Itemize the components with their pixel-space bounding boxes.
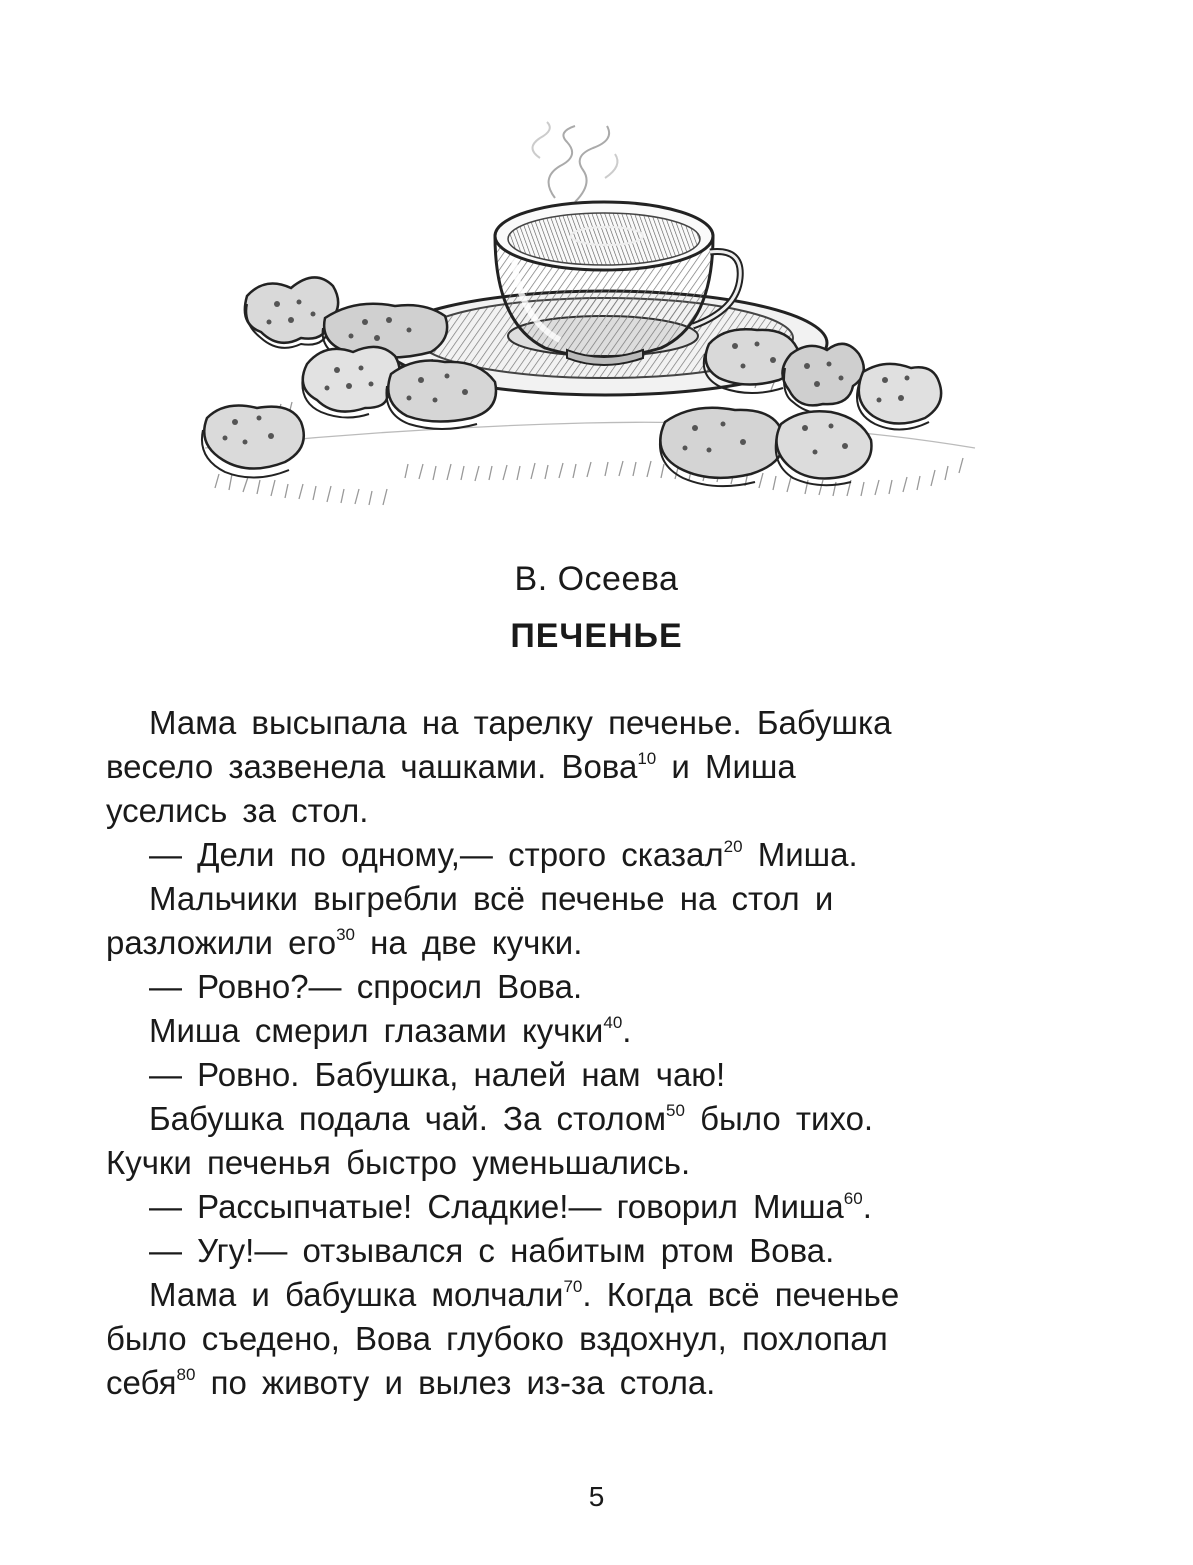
text-segment: на две кучки. xyxy=(355,924,583,961)
story-text xyxy=(106,701,1026,1405)
text-segment: уселись за стол. xyxy=(106,792,369,829)
text-line xyxy=(106,1009,1026,1053)
text-line xyxy=(106,701,1026,745)
text-segment: весело зазвенела чашками. Вова xyxy=(106,748,638,785)
word-count-marker: 70 xyxy=(563,1277,583,1296)
word-count-marker: 80 xyxy=(176,1365,196,1384)
text-line xyxy=(106,1229,1026,1273)
text-line xyxy=(106,1141,1026,1185)
text-line xyxy=(106,877,1026,921)
text-segment: Миша смерил глазами кучки xyxy=(149,1012,604,1049)
text-line xyxy=(106,745,1026,789)
text-segment: Кучки печенья быстро уменьшались. xyxy=(106,1144,691,1181)
text-segment: и Миша xyxy=(656,748,796,785)
word-count-marker: 60 xyxy=(843,1189,863,1208)
tea-and-cookies-illustration xyxy=(195,118,985,528)
text-segment: было тихо. xyxy=(684,1100,874,1137)
text-segment: — Дели по одному,— строго сказал xyxy=(149,836,724,873)
text-segment: . xyxy=(862,1188,872,1225)
text-segment: — Угу!— отзывался с набитым ртом Вова. xyxy=(149,1232,835,1269)
text-segment: Мальчики выгребли всё печенье на стол и xyxy=(149,880,834,917)
author-name: В. Осеева xyxy=(514,560,679,598)
text-segment: Мама и бабушка молчали xyxy=(149,1276,564,1313)
text-line xyxy=(106,1097,1026,1141)
text-line xyxy=(106,1185,1026,1229)
text-segment: . xyxy=(622,1012,632,1049)
text-line xyxy=(106,965,1026,1009)
word-count-marker: 10 xyxy=(637,749,657,768)
text-segment: Миша. xyxy=(742,836,858,873)
text-segment: — Рассыпчатые! Сладкие!— говорил Миша xyxy=(149,1188,844,1225)
text-segment: Бабушка подала чай. За столом xyxy=(149,1100,667,1137)
text-segment: разложили его xyxy=(106,924,337,961)
text-line xyxy=(106,921,1026,965)
text-segment: было съедено, Вова глубоко вздохнул, похлопал xyxy=(106,1320,888,1357)
text-segment: — Ровно. Бабушка, налей нам чаю! xyxy=(149,1056,726,1093)
word-count-marker: 20 xyxy=(723,837,743,856)
text-line xyxy=(106,789,1026,833)
text-segment: себя xyxy=(106,1364,177,1401)
word-count-marker: 30 xyxy=(336,925,356,944)
text-segment: . Когда всё печенье xyxy=(582,1276,900,1313)
page-number: 5 xyxy=(588,1481,605,1512)
text-line xyxy=(106,1361,1026,1405)
steam xyxy=(533,122,618,202)
text-line xyxy=(106,1273,1026,1317)
text-line xyxy=(106,833,1026,877)
text-segment: по животу и вылез из-за стола. xyxy=(195,1364,716,1401)
text-line xyxy=(106,1317,1026,1361)
text-line xyxy=(106,1053,1026,1097)
word-count-marker: 40 xyxy=(603,1013,623,1032)
word-count-marker: 50 xyxy=(666,1101,685,1120)
text-segment: Мама высыпала на тарелку печенье. Бабушка xyxy=(149,704,892,741)
text-segment: — Ровно?— спросил Вова. xyxy=(149,968,583,1005)
story-title: ПЕЧЕНЬЕ xyxy=(510,617,683,655)
